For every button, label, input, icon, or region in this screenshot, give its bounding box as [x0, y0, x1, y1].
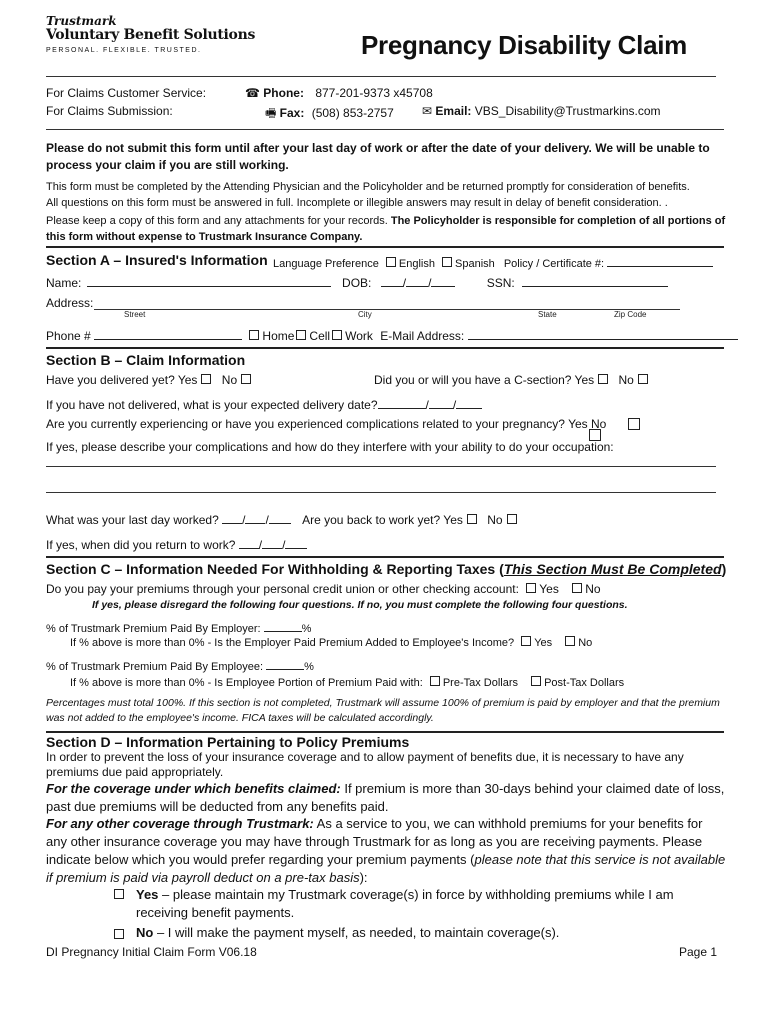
page-number: Page 1 — [679, 945, 718, 959]
instructions-line-1: This form must be completed by the Attending Physician and the Policyholder and be returned promptly for consideration of benefits. — [46, 181, 690, 193]
employee-pct-row: % of Trustmark Premium Paid By Employee: % — [46, 657, 314, 673]
premium-yes-option: Yes – please maintain my Trustmark coverage(s) in force by withholding premiums while I am receiving benefit payments. — [136, 887, 674, 920]
section-c-footnote: Percentages must total 100%. If this section is not completed, Trustmark will assume 100% of premium is paid by employer and that the premium was not added to the employee's income. FICA taxes will be calculated accordingly. — [46, 697, 720, 724]
claims-service-label: For Claims Customer Service: — [46, 86, 207, 100]
fax-icon: 🖷 — [265, 106, 277, 120]
employer-pct-row: % of Trustmark Premium Paid By Employer: % — [46, 619, 311, 635]
logo-brand: Trustmark — [46, 14, 117, 28]
return-year-field[interactable] — [285, 536, 307, 549]
complications-no-checkbox[interactable] — [628, 418, 640, 430]
csection-yes-checkbox[interactable] — [598, 374, 608, 384]
employer-pct-field[interactable] — [264, 619, 302, 632]
delivered-no-checkbox[interactable] — [241, 374, 251, 384]
dob-month-field[interactable] — [381, 274, 403, 287]
expected-month-field[interactable] — [378, 396, 426, 409]
phone-field[interactable] — [94, 327, 242, 340]
submission-warning: Please do not submit this form until after your last day of work or after the date of your delivery. We will be unable to process your claim if you are still working. — [46, 141, 710, 172]
employee-pct-field[interactable] — [266, 657, 304, 670]
premium-no-checkbox[interactable] — [114, 929, 124, 939]
fax-line: 🖷 Fax: (508) 853-2757 — [265, 106, 394, 120]
posttax-checkbox[interactable] — [531, 676, 541, 686]
section-c-note: If yes, please disregard the following four questions. If no, you must complete the following four questions. — [92, 599, 628, 611]
language-preference: Language Preference English Spanish Policy / Certificate #: — [273, 254, 713, 270]
employer-no-checkbox[interactable] — [565, 636, 575, 646]
expected-day-field[interactable] — [429, 396, 453, 409]
section-b-title: Section B – Claim Information — [46, 352, 246, 368]
home-checkbox[interactable] — [249, 330, 259, 340]
instructions-line-2: All questions on this form must be answered in full. Incomplete or illegible answers may result in delay of benefit consideration. . — [46, 197, 668, 209]
describe-line-1[interactable] — [46, 466, 716, 467]
return-month-field[interactable] — [239, 536, 259, 549]
lastday-year-field[interactable] — [269, 511, 291, 524]
back-yes-checkbox[interactable] — [467, 514, 477, 524]
claims-submission-label: For Claims Submission: — [46, 104, 173, 118]
dob-year-field[interactable] — [431, 274, 455, 287]
name-row: Name: DOB: / / SSN: — [46, 274, 668, 290]
back-no-checkbox[interactable] — [507, 514, 517, 524]
pretax-checkbox[interactable] — [430, 676, 440, 686]
csection-question: Did you or will you have a C-section? Yes No — [374, 373, 651, 387]
phone-line: ☎ Phone: 877-201-9373 x45708 — [245, 86, 433, 100]
dob-day-field[interactable] — [406, 274, 428, 287]
describe-line-2[interactable] — [46, 492, 716, 493]
complications-question: Are you currently experiencing or have you experienced complications related to your pregnancy? Yes No — [46, 417, 607, 431]
other-coverage-text: For any other coverage through Trustmark: As a service to you, we can withhold premiums for your benefits for any other insurance coverage you may have through Trustmark for as long as you are receiving payments. Please indicate below which you would prefer regarding your premium payments (please note that this service is not available if premium is paid via payroll deduct on a pre-tax basis): — [46, 816, 726, 885]
zip-label: Zip Code — [614, 310, 647, 319]
section-c-title: Section C – Information Needed For Withholding & Reporting Taxes (This Section Must Be Completed) — [46, 561, 727, 577]
phone-icon: ☎ — [245, 86, 260, 100]
lastday-day-field[interactable] — [245, 511, 265, 524]
employer-income-question: If % above is more than 0% - Is the Employer Paid Premium Added to Employee's Income? Yes No — [70, 637, 593, 649]
logo-tagline: PERSONAL. FLEXIBLE. TRUSTED. — [46, 47, 202, 54]
address-label: Address: — [46, 296, 94, 310]
email-line: ✉ Email: VBS_Disability@Trustmarkins.com — [422, 104, 661, 118]
employee-tax-question: If % above is more than 0% - Is Employee Portion of Premium Paid with: Pre-Tax Dollars Post-Tax Dollars — [70, 677, 625, 689]
delivered-yes-checkbox[interactable] — [201, 374, 211, 384]
state-label: State — [538, 310, 557, 319]
csection-no-checkbox[interactable] — [638, 374, 648, 384]
return-day-field[interactable] — [262, 536, 282, 549]
last-day-question: What was your last day worked? / / Are you back to work yet? Yes No — [46, 511, 520, 527]
address-field[interactable] — [94, 309, 680, 310]
email-field[interactable] — [468, 327, 738, 340]
pay-yes-checkbox[interactable] — [526, 583, 536, 593]
delivered-question: Have you delivered yet? Yes No — [46, 373, 254, 387]
envelope-icon: ✉ — [422, 104, 433, 118]
expected-year-field[interactable] — [456, 396, 482, 409]
return-question: If yes, when did you return to work? / / — [46, 536, 307, 552]
logo-product: Voluntary Benefit Solutions — [46, 27, 256, 43]
section-a-title: Section A – Insured's Information — [46, 252, 268, 268]
spanish-checkbox[interactable] — [442, 257, 452, 267]
pay-question: Do you pay your premiums through your personal credit union or other checking account: Yes No — [46, 582, 601, 596]
premium-yes-checkbox[interactable] — [114, 889, 124, 899]
name-field[interactable] — [87, 274, 331, 287]
instructions-line-3: Please keep a copy of this form and any attachments for your records. The Policyholder is responsible for completion of all portions of this form without expense to Trustmark Insurance Company. — [46, 215, 726, 243]
city-label: City — [358, 310, 372, 319]
section-d-title: Section D – Information Pertaining to Policy Premiums — [46, 734, 410, 750]
english-checkbox[interactable] — [386, 257, 396, 267]
phone-row: Phone # Home Cell Work E-Mail Address: — [46, 327, 738, 343]
lastday-month-field[interactable] — [222, 511, 242, 524]
form-id: DI Pregnancy Initial Claim Form V06.18 — [46, 945, 257, 959]
cell-checkbox[interactable] — [296, 330, 306, 340]
describe-question: If yes, please describe your complications and how do they interfere with your ability to do your occupation: — [46, 440, 614, 454]
street-label: Street — [124, 310, 146, 319]
claimed-coverage-text: For the coverage under which benefits claimed: If premium is more than 30-days behind your claimed date of loss, past due premiums will be deducted from any benefits paid. — [46, 781, 725, 814]
pay-no-checkbox[interactable] — [572, 583, 582, 593]
employer-yes-checkbox[interactable] — [521, 636, 531, 646]
policy-number-field[interactable] — [607, 254, 713, 267]
ssn-field[interactable] — [522, 274, 668, 287]
page-title: Pregnancy Disability Claim — [361, 30, 687, 60]
premium-no-option: No – I will make the payment myself, as needed, to maintain coverage(s). — [136, 925, 560, 940]
expected-date-question: If you have not delivered, what is your expected delivery date? / / — [46, 396, 482, 412]
work-checkbox[interactable] — [332, 330, 342, 340]
section-d-intro: In order to prevent the loss of your insurance coverage and to allow payment of benefits due, it is necessary to have any premiums due paid appropriately. — [46, 750, 684, 779]
